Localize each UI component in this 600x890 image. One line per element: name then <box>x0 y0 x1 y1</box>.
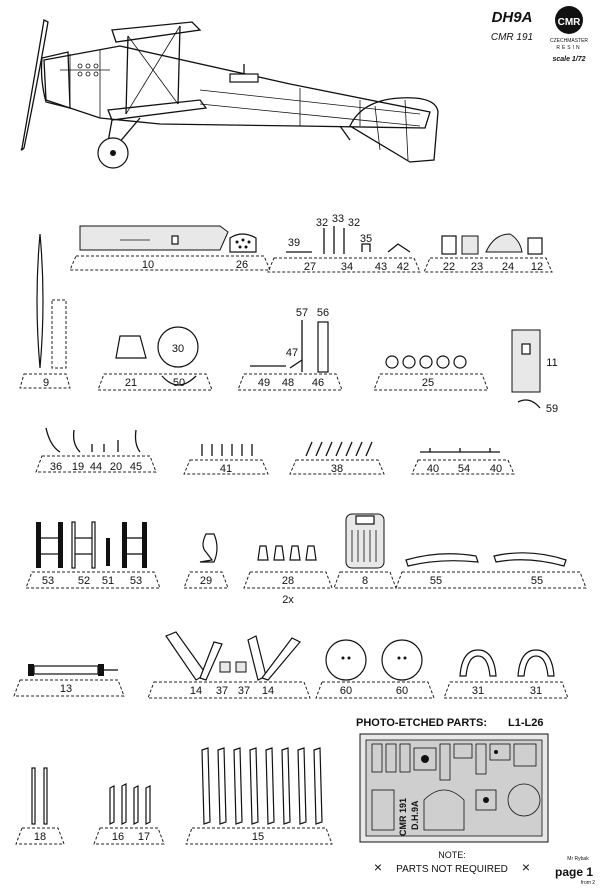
part-60a-drawing <box>326 640 366 680</box>
part-label: 31 <box>529 685 543 697</box>
part-43-drawing <box>362 244 370 252</box>
part-label: 14 <box>261 685 275 697</box>
part-11-drawing <box>512 330 540 392</box>
aircraft-side-view <box>21 20 438 168</box>
part-31b-drawing <box>518 650 554 676</box>
part-label: 52 <box>77 575 91 587</box>
part-52-drawing <box>72 522 95 568</box>
part-label: 23 <box>470 261 484 273</box>
author-credit: Mr Rybak <box>567 856 589 862</box>
note-section <box>374 850 530 875</box>
part-37b-drawing <box>236 662 246 672</box>
part-label: 29 <box>199 575 213 587</box>
part-label: 19 <box>71 461 85 473</box>
part-22-drawing <box>442 236 456 254</box>
part-40-54-drawing <box>420 448 500 452</box>
multiplier-note: 2x <box>282 594 294 606</box>
not-required-marker: × <box>521 859 531 875</box>
note-label: NOTE: <box>438 850 466 860</box>
part-label: 38 <box>330 463 344 475</box>
part-24-drawing <box>486 234 522 252</box>
part-59-drawing <box>518 400 540 408</box>
part-label: 22 <box>442 261 456 273</box>
part-label: 12 <box>530 261 544 273</box>
brand-subtitle-2: RESIN <box>556 45 582 51</box>
part-8-drawing <box>346 514 384 568</box>
part-label: 34 <box>340 261 354 273</box>
part-12-drawing <box>528 238 542 254</box>
part-29-drawing <box>200 534 217 562</box>
upper-wing <box>112 22 200 42</box>
row-6-parts <box>16 748 332 844</box>
inline-label: 56 <box>316 307 330 319</box>
part-label: 45 <box>129 461 143 473</box>
part-55b-drawing <box>494 553 566 566</box>
part-label: 48 <box>281 377 295 389</box>
photo-etched-fret <box>360 734 548 842</box>
footer <box>555 856 595 886</box>
inline-label: 30 <box>171 343 185 355</box>
part-label: 25 <box>421 377 435 389</box>
part-label: 40 <box>426 463 440 475</box>
part-label: 40 <box>489 463 503 475</box>
header <box>491 6 589 63</box>
pedestal-row6b <box>94 828 164 844</box>
part-label: 24 <box>501 261 515 273</box>
part-37a-drawing <box>220 662 230 672</box>
part-label: 53 <box>41 575 55 587</box>
part-label: 37 <box>215 685 229 697</box>
part-label: 46 <box>311 377 325 389</box>
part-label: 13 <box>59 683 73 695</box>
part-42-drawing <box>388 244 410 252</box>
pedestal-row5b <box>148 682 310 698</box>
photo-etched-section <box>356 717 548 842</box>
brand-subtitle-1: CZECHMASTER <box>549 38 589 44</box>
part-label: 10 <box>141 259 155 271</box>
fuselage-outline <box>44 46 430 128</box>
part-label: 21 <box>124 377 138 389</box>
part-label: 37 <box>237 685 251 697</box>
part-14a-drawing <box>166 632 206 680</box>
part-13-drawing <box>28 664 118 676</box>
part-55a-drawing <box>406 554 478 566</box>
part-label: 44 <box>89 461 103 473</box>
part-label: 36 <box>49 461 63 473</box>
cmr-logo <box>550 6 588 51</box>
part-label: 55 <box>429 575 443 587</box>
part-label: 15 <box>251 831 265 843</box>
inline-label: 47 <box>285 347 299 359</box>
row-5-parts <box>14 632 568 698</box>
part-label: 26 <box>235 259 249 271</box>
part-10-drawing <box>80 226 228 250</box>
part-label: 59 <box>545 403 559 415</box>
callout-label: 35 <box>359 233 373 245</box>
inline-label: 57 <box>295 307 309 319</box>
catalog-code: CMR 191 <box>490 32 534 43</box>
part-label: 41 <box>219 463 233 475</box>
part-label: 53 <box>129 575 143 587</box>
part-15-drawing <box>202 748 322 824</box>
part-label: 14 <box>189 685 203 697</box>
part-25-drawing <box>386 356 466 368</box>
part-label: 28 <box>281 575 295 587</box>
part-label: 31 <box>471 685 485 697</box>
part-18-drawing <box>32 768 47 824</box>
part-14b-drawing <box>248 636 266 680</box>
model-name: DH9A <box>491 9 533 26</box>
fret-subtitle: D.H.9A <box>410 800 420 830</box>
pedestal-row5d <box>444 682 568 698</box>
callout-label: 39 <box>287 237 301 249</box>
part-label: 43 <box>374 261 388 273</box>
part-46-drawing <box>318 322 328 372</box>
callout-label: 32 <box>315 217 329 229</box>
part-53b-drawing <box>122 522 147 568</box>
part-28-drawing <box>258 546 316 560</box>
not-required-marker: × <box>373 859 383 875</box>
part-label: 60 <box>395 685 409 697</box>
row-2-parts <box>20 234 540 408</box>
propeller-outline <box>21 20 48 150</box>
part-9-drawing <box>37 234 43 368</box>
part-label: 27 <box>303 261 317 273</box>
photo-etched-title: PHOTO-ETCHED PARTS: <box>356 717 487 729</box>
part-60b-drawing <box>382 640 422 680</box>
part-label: 42 <box>396 261 410 273</box>
part-51-drawing <box>106 538 110 566</box>
part-23-drawing <box>462 236 478 254</box>
callout-label: 33 <box>331 213 345 225</box>
small-hooks-group <box>46 428 140 452</box>
pedestal-row5c <box>316 682 434 698</box>
part-label: 17 <box>137 831 151 843</box>
note-text: PARTS NOT REQUIRED <box>396 864 508 875</box>
part-label: 8 <box>361 575 369 587</box>
page-total: from 2 <box>580 880 596 886</box>
part-label: 18 <box>33 831 47 843</box>
part-label: 20 <box>109 461 123 473</box>
brand-logo-text: CMR <box>557 17 581 28</box>
pedestal-row4e <box>396 572 586 588</box>
part-26-drawing <box>230 234 256 252</box>
page-number: page 1 <box>554 865 594 879</box>
part-label: 49 <box>257 377 271 389</box>
photo-etched-range: L1-L26 <box>508 717 544 729</box>
callout-label: 32 <box>347 217 361 229</box>
part-53-drawing <box>36 522 63 568</box>
part-label: 16 <box>111 831 125 843</box>
part-31a-drawing <box>460 650 496 676</box>
part-label: 54 <box>457 463 471 475</box>
part-38-drawing <box>306 442 372 456</box>
inline-label: 11 <box>546 357 558 369</box>
part-41-drawing <box>202 444 252 456</box>
row-3-parts <box>36 428 514 474</box>
part-label: 9 <box>42 377 50 389</box>
part-21-drawing <box>116 336 146 358</box>
lower-wing <box>108 100 206 120</box>
part-label: 55 <box>530 575 544 587</box>
fret-code: CMR 191 <box>398 797 408 836</box>
part-16-17-drawing <box>110 784 150 824</box>
part-label: 50 <box>172 377 186 389</box>
part-label: 51 <box>101 575 115 587</box>
scale-label: scale 1/72 <box>552 56 586 63</box>
part-label: 60 <box>339 685 353 697</box>
